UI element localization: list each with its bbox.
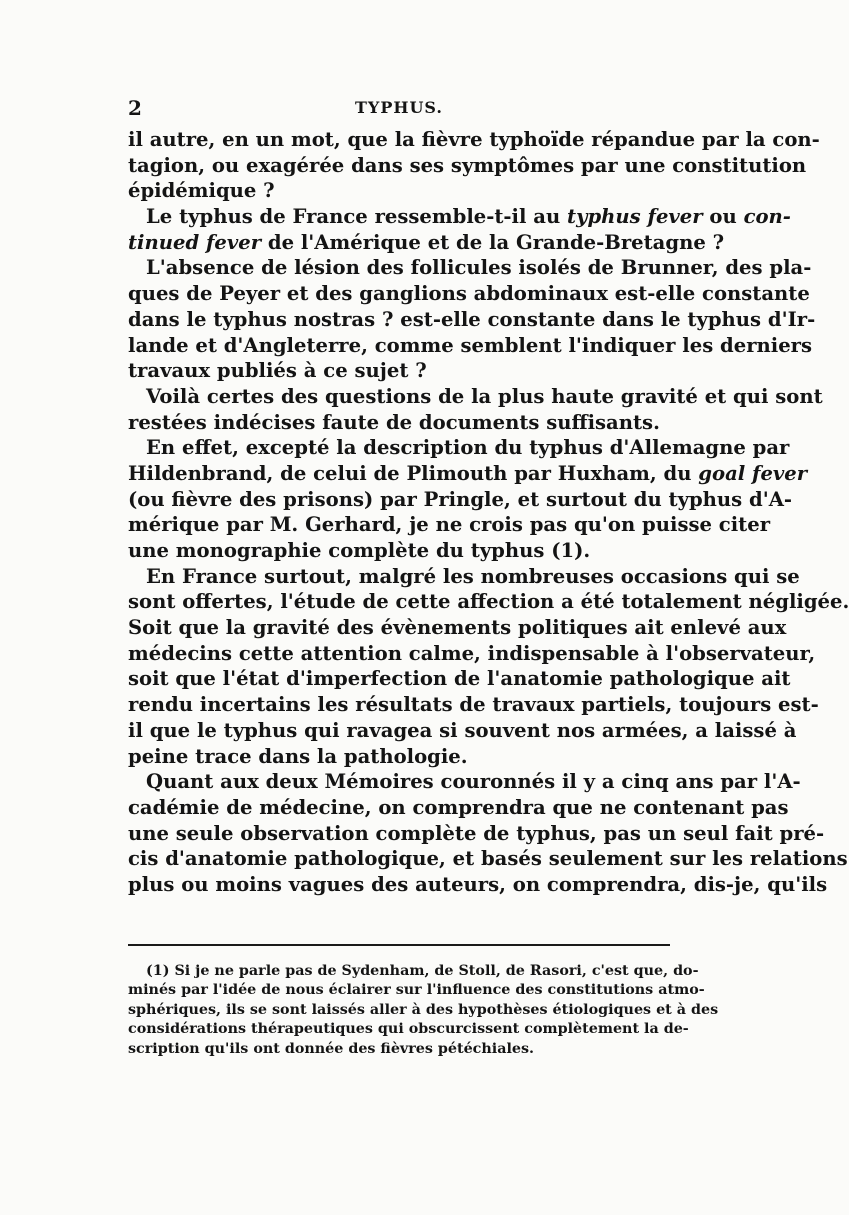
- body-line: [128, 846, 848, 872]
- body-line: [128, 384, 823, 410]
- body-line: [128, 512, 771, 538]
- text-run: Quant aux deux Mémoires couronnés il y a cinq ans par l'A-: [146, 770, 801, 794]
- text-run: scription qu'ils ont donnée des fièvres pétéchiales.: [128, 1040, 535, 1057]
- page-number: 2: [128, 96, 142, 120]
- text-run: travaux publiés à ce sujet ?: [128, 359, 427, 383]
- text-run: Le typhus de France ressemble-t-il au: [146, 205, 568, 229]
- italic-text: con-: [743, 205, 791, 229]
- body-line: [128, 718, 797, 744]
- text-run: (1) Si je ne parle pas de Sydenham, de Stoll, de Rasori, c'est que, do-: [146, 963, 699, 979]
- footnote-rule: [128, 944, 670, 946]
- body-line: [128, 230, 725, 256]
- text-run: ques de Peyer et des ganglions abdominaux est-elle constante: [128, 282, 810, 306]
- body-line: [128, 487, 793, 513]
- text-run: Hildenbrand, de celui de Plimouth par Huxham, du: [128, 461, 699, 485]
- body-line: [128, 435, 790, 461]
- body-line: [128, 821, 825, 847]
- body-line: [128, 461, 808, 487]
- text-run: sont offertes, l'étude de cette affection a été totalement négligée.: [128, 590, 849, 614]
- body-line: [128, 410, 670, 436]
- text-run: restées indécises faute de documents suffisants.: [128, 410, 660, 434]
- body-line: [128, 589, 849, 615]
- body-line: [128, 281, 810, 307]
- text-run: tagion, ou exagérée dans ses symptômes par une constitution: [128, 153, 807, 177]
- body-line: [128, 666, 791, 692]
- text-run: sphériques, ils se sont laissés aller à des hypothèses étiologiques et à des: [128, 1001, 719, 1018]
- footnote-line: [128, 1040, 670, 1059]
- body-line: [128, 333, 813, 359]
- body-line: [128, 795, 789, 821]
- text-run: peine trace dans la pathologie.: [128, 744, 468, 768]
- text-run: il que le typhus qui ravagea si souvent nos armées, a laissé à: [128, 718, 797, 742]
- text-run: L'absence de lésion des follicules isolés de Brunner, des pla-: [146, 256, 812, 280]
- text-run: ou: [702, 205, 744, 229]
- text-run: rendu incertains les résultats de travaux partiels, toujours est-: [128, 693, 819, 717]
- text-run: En France surtout, malgré les nombreuses occasions qui se: [146, 564, 800, 588]
- text-run: médecins cette attention calme, indispensable à l'observateur,: [128, 641, 816, 665]
- text-run: de l'Amérique et de la Grande-Bretagne ?: [261, 230, 725, 254]
- running-head: TYPHUS.: [355, 98, 443, 117]
- text-run: épidémique ?: [128, 179, 275, 203]
- text-run: cadémie de médecine, on comprendra que ne contenant pas: [128, 795, 789, 819]
- text-run: mérique par M. Gerhard, je ne crois pas qu'on puisse citer: [128, 513, 771, 537]
- body-line: [128, 615, 787, 641]
- page-header: [128, 96, 670, 122]
- text-run: (ou fièvre des prisons) par Pringle, et surtout du typhus d'A-: [128, 487, 793, 511]
- body-line: [128, 538, 670, 564]
- body-line: [128, 564, 800, 590]
- text-run: une seule observation complète de typhus, pas un seul fait pré-: [128, 821, 825, 845]
- body-line: [128, 178, 670, 204]
- footnote-line: [128, 962, 699, 981]
- text-run: cis d'anatomie pathologique, et basés seulement sur les relations: [128, 847, 848, 871]
- text-run: une monographie complète du typhus (1).: [128, 539, 591, 562]
- body-line: [128, 872, 828, 898]
- text-run: Voilà certes des questions de la plus haute gravité et qui sont: [146, 384, 823, 408]
- body-line: [128, 358, 670, 384]
- italic-text: tinued fever: [128, 230, 262, 254]
- footnote-line: [128, 981, 705, 1000]
- text-run: En effet, excepté la description du typhus d'Allemagne par: [146, 436, 790, 460]
- body-line: [128, 769, 801, 795]
- body-line: [128, 255, 812, 281]
- body-line: [128, 307, 816, 333]
- text-run: dans le typhus nostras ? est-elle constante dans le typhus d'Ir-: [128, 307, 816, 331]
- footnote-line: [128, 1001, 719, 1020]
- text-run: il autre, en un mot, que la fièvre typhoïde répandue par la con-: [128, 128, 820, 151]
- italic-text: typhus fever: [567, 205, 703, 229]
- body-line: [128, 204, 791, 230]
- body-line: [128, 153, 807, 179]
- body-text: [128, 127, 849, 898]
- body-line: [128, 641, 816, 667]
- text-run: considérations thérapeutiques qui obscurcissent complètement la de-: [128, 1021, 689, 1038]
- text-run: lande et d'Angleterre, comme semblent l'indiquer les derniers: [128, 333, 813, 357]
- body-line: [128, 127, 820, 153]
- footnote: [128, 962, 719, 1059]
- text-run: soit que l'état d'imperfection de l'anatomie pathologique ait: [128, 667, 791, 691]
- body-line: [128, 744, 670, 770]
- footnote-line: [128, 1020, 689, 1039]
- body-line: [128, 692, 819, 718]
- text-run: plus ou moins vagues des auteurs, on comprendra, dis-je, qu'ils: [128, 872, 828, 896]
- text-run: Soit que la gravité des évènements politiques ait enlevé aux: [128, 616, 787, 640]
- italic-text: goal fever: [698, 461, 808, 485]
- text-run: minés par l'idée de nous éclairer sur l'influence des constitutions atmo-: [128, 982, 705, 999]
